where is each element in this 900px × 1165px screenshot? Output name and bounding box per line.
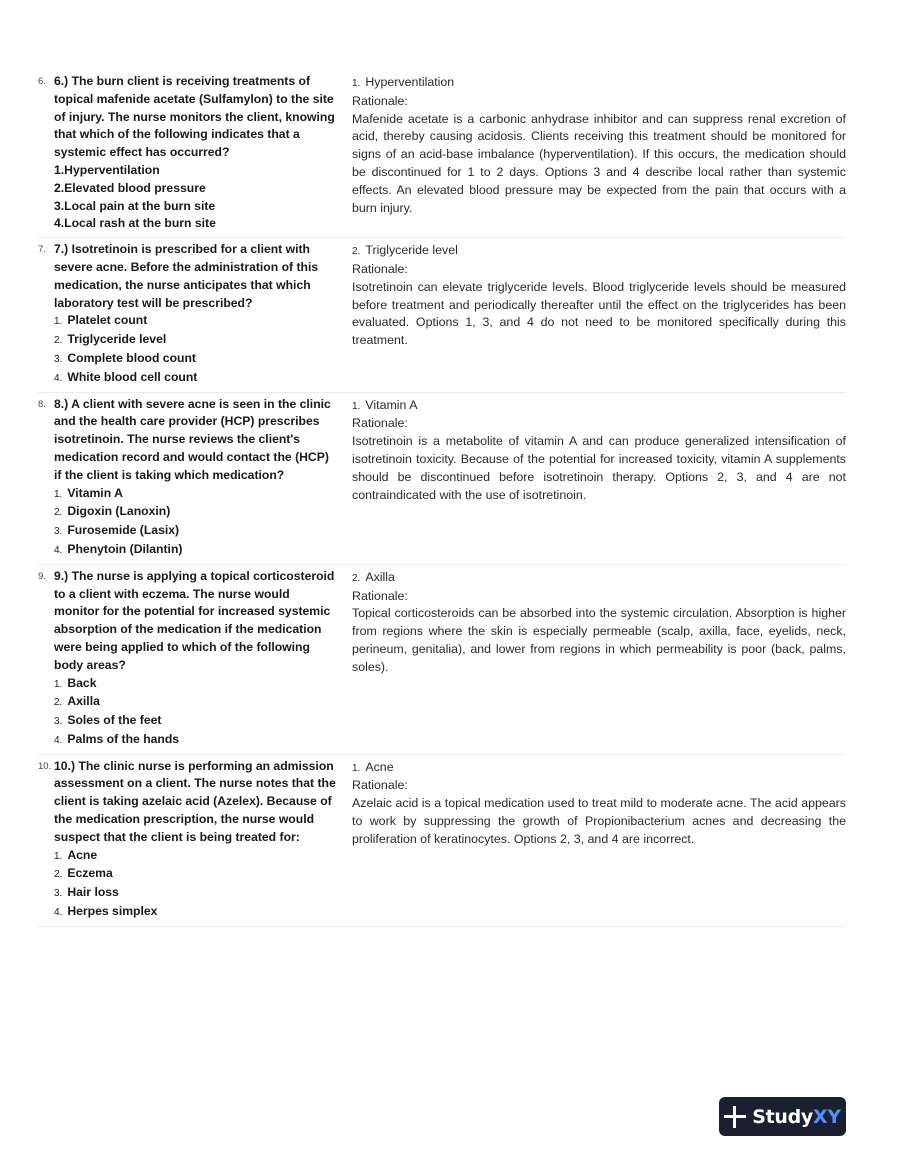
option-item [54, 522, 336, 541]
rationale-text: Mafenide acetate is a carbonic anhydrase inhibitor and can suppress renal excretion of acid, thereby causing acidosis. Clients receiving this treatment should be monitored for signs of an acid-base imbalance (hyperventilation). If this occurs, the medication should be discontinued for 1 to 2 days. Options 3 and 4 describe local rather than systemic effects. An elevated blood pressure may be expected from the pain that occurs with a burn injury. [352, 111, 846, 215]
option-list [54, 485, 336, 560]
question-text: 9.) The nurse is applying a topical corticosteroid to a client with eczema. The nurse would monitor for the potential for increased systemic absorption of the medication if the medication were being applied to which of the following body areas? [54, 568, 335, 672]
correct-answer [352, 397, 846, 416]
option-number: 3. [54, 716, 63, 728]
option-number: 1. [54, 850, 63, 862]
answer-cell [336, 568, 846, 750]
option-label: Eczema [67, 866, 113, 881]
option-label: Hyperventilation [64, 162, 160, 177]
option-label: Vitamin A [67, 485, 123, 500]
option-item [54, 903, 336, 922]
option-number: 3. [54, 526, 63, 538]
question-row [38, 565, 846, 755]
option-item [54, 693, 336, 712]
option-label: Complete blood count [67, 350, 196, 365]
option-item [54, 215, 336, 233]
option-item [54, 180, 336, 198]
option-label: Soles of the feet [67, 713, 162, 728]
option-label: Furosemide (Lasix) [67, 523, 180, 538]
question-body [54, 396, 336, 560]
question-text: 8.) A client with severe acne is seen in the clinic and the health care provider (HCP) prescribes isotretinoin. The nurse reviews the client's medication record and would contact the (HCP) if the client is taking which medication? [54, 396, 331, 482]
option-label: Palms of the hands [67, 731, 180, 746]
question-number: 9. [38, 570, 46, 582]
option-list [54, 847, 336, 922]
brand-xy: XY [812, 1105, 841, 1128]
rationale-text: Topical corticosteroids can be absorbed into the systemic circulation. Absorption is higher from regions where the skin is especially permeable (scalp, axilla, face, eyelids, neck, perineum, genitalia), and lower from regions in which permeability is poor (back, palms, soles). [352, 606, 846, 674]
answer-cell [336, 73, 846, 233]
answer-number: 2. [352, 246, 361, 258]
correct-answer [352, 242, 846, 261]
answer-cell [336, 758, 846, 922]
answer-label: Hyperventilation [365, 75, 455, 89]
option-label: White blood cell count [67, 369, 198, 384]
option-label: Hair loss [67, 885, 119, 900]
question-number: 7. [38, 244, 46, 256]
option-label: Elevated blood pressure [64, 180, 206, 195]
option-number: 3. [54, 888, 63, 900]
question-body [54, 241, 336, 387]
option-list [54, 312, 336, 387]
question-text: 7.) Isotretinoin is prescribed for a client with severe acne. Before the administration of this medication, the nurse anticipates that which laboratory test will be prescribed? [54, 242, 319, 310]
rationale-text: Isotretinoin is a metabolite of vitamin A and can produce generalized intensification of isotretinoin toxicity. Because of the potential for increased toxicity, vitamin A supplements should be discontinued before isotretinoin therapy. Options 2, 3, and 4 are not contraindicated with the use of isotretinoin. [352, 434, 846, 502]
answer-cell [336, 396, 846, 560]
correct-answer [352, 569, 846, 588]
option-number: 1. [54, 162, 65, 177]
option-item [54, 350, 336, 369]
option-label: Axilla [67, 694, 100, 709]
option-list [54, 675, 336, 750]
question-text: 6.) The burn client is receiving treatments of topical mafenide acetate (Sulfamylon) to the site of injury. The nurse monitors the client, knowing that which of the following indicates that a systemic effect has occurred? [54, 74, 335, 160]
answer-label: Acne [365, 759, 394, 774]
question-body [54, 568, 336, 750]
question-cell [38, 396, 336, 560]
answer-label: Triglyceride level [365, 243, 458, 258]
brand-study: Study [752, 1105, 813, 1128]
rationale-label: Rationale: [352, 778, 408, 793]
option-item [54, 865, 336, 884]
option-label: Triglyceride level [67, 332, 167, 347]
studyxy-logo[interactable] [719, 1097, 846, 1136]
option-number: 1. [54, 678, 63, 690]
question-text: 10.) The clinic nurse is performing an admission assessment on a client. The nurse notes that the client is taking azelaic acid (Azelex). Because of the medication prescription, the nurse would suspect that the client is being treated for: [54, 758, 336, 844]
option-number: 4. [54, 907, 63, 919]
option-item [54, 675, 336, 694]
rationale-label: Rationale: [352, 261, 408, 276]
question-cell [38, 241, 336, 387]
plus-icon [724, 1106, 746, 1128]
option-number: 4. [54, 734, 63, 746]
rationale-text: Azelaic acid is a topical medication used to treat mild to moderate acne. The acid appears to work by suppressing the growth of Propionibacterium acnes and decreasing the proliferation of keratinocytes. Options 2, 3, and 4 are incorrect. [352, 796, 846, 846]
question-body [54, 73, 336, 233]
option-number: 2. [54, 180, 65, 195]
option-number: 4. [54, 544, 63, 556]
option-number: 2. [54, 507, 63, 519]
option-item [54, 884, 336, 903]
option-item [54, 369, 336, 388]
question-cell [38, 568, 336, 750]
qa-table [38, 70, 846, 927]
option-number: 1. [54, 316, 63, 328]
option-item [54, 503, 336, 522]
option-label: Platelet count [67, 313, 148, 328]
option-item [54, 198, 336, 216]
answer-number: 1. [352, 78, 361, 89]
question-row [38, 755, 846, 927]
option-number: 2. [54, 869, 63, 881]
option-number: 2. [54, 697, 63, 709]
option-item [54, 731, 336, 750]
option-number: 3. [54, 198, 65, 213]
option-label: Herpes simplex [67, 904, 158, 919]
correct-answer [352, 759, 846, 778]
question-row [38, 393, 846, 565]
option-item [54, 541, 336, 560]
answer-number: 1. [352, 400, 361, 412]
rationale-text: Isotretinoin can elevate triglyceride levels. Blood triglyceride levels should be measured before treatment and periodically thereafter until the effect on the triglycerides has been evaluated. Options 1, 3, and 4 do not need to be monitored specifically during this treatment. [352, 279, 846, 348]
option-label: Acne [67, 847, 98, 862]
rationale-label: Rationale: [352, 93, 408, 108]
question-number: 10. [38, 760, 52, 772]
option-label: Digoxin (Lanoxin) [67, 504, 171, 519]
option-number: 2. [54, 335, 63, 347]
question-cell [38, 73, 336, 233]
answer-number: 1. [352, 762, 361, 774]
option-item [54, 162, 336, 180]
option-item [54, 312, 336, 331]
option-label: Back [67, 675, 97, 690]
option-item [54, 331, 336, 350]
question-body [54, 758, 336, 922]
option-number: 4. [54, 216, 65, 231]
answer-label: Vitamin A [365, 397, 418, 412]
option-label: Local rash at the burn site [64, 216, 216, 231]
question-cell [38, 758, 336, 922]
answer-cell [336, 241, 846, 387]
option-number: 4. [54, 372, 63, 384]
correct-answer [352, 74, 846, 93]
rationale-label: Rationale: [352, 416, 408, 431]
question-row [38, 238, 846, 392]
option-number: 3. [54, 353, 63, 365]
option-label: Local pain at the burn site [64, 198, 216, 213]
brand-name [752, 1106, 841, 1128]
question-row [38, 70, 846, 238]
option-item [54, 847, 336, 866]
option-number: 1. [54, 488, 63, 500]
answer-number: 2. [352, 572, 361, 584]
option-list [54, 162, 336, 233]
question-number: 8. [38, 398, 46, 410]
option-label: Phenytoin (Dilantin) [67, 541, 183, 556]
option-item [54, 712, 336, 731]
question-number: 6. [38, 76, 46, 87]
option-item [54, 485, 336, 504]
answer-label: Axilla [365, 569, 395, 584]
rationale-label: Rationale: [352, 588, 408, 603]
